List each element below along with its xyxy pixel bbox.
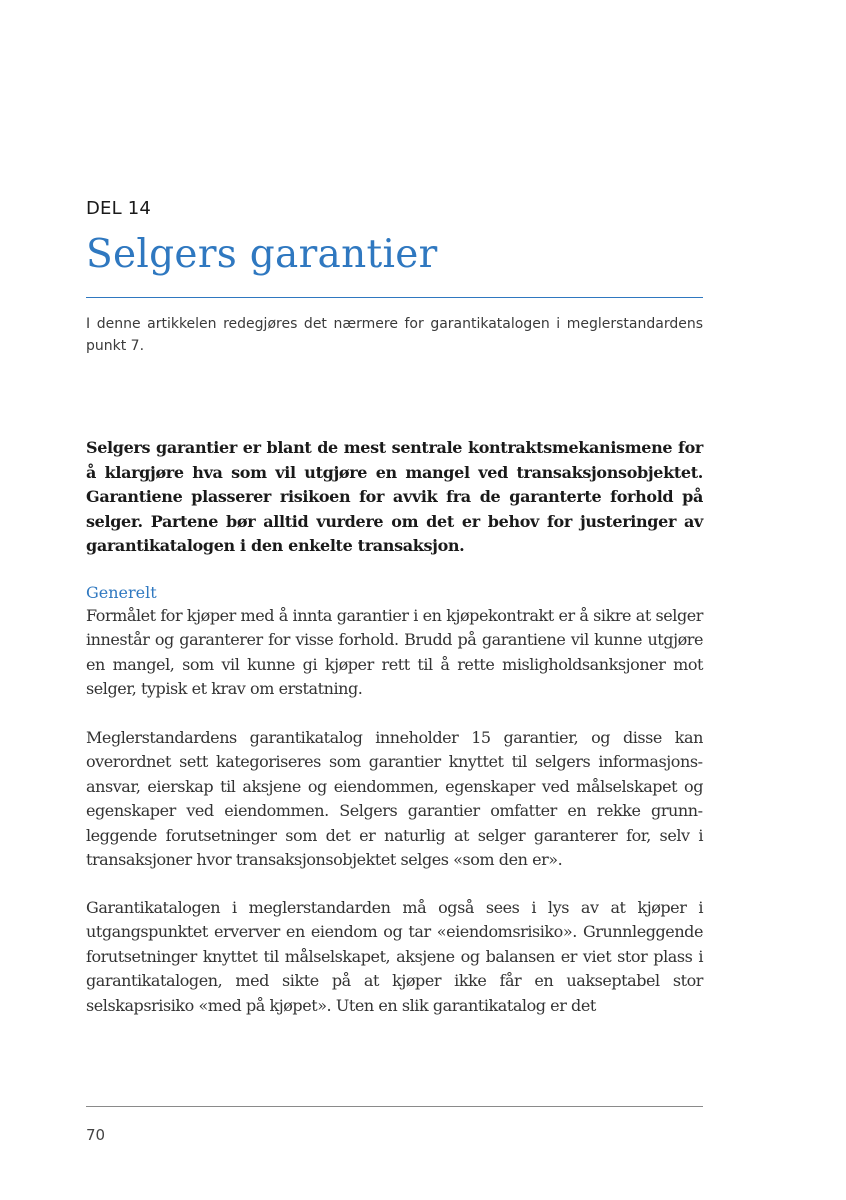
title-divider [86, 297, 703, 298]
part-label: DEL 14 [86, 198, 152, 219]
lead-paragraph: Selgers garantier er blant de mest sentrale kontraktsmekanismene for å klargjøre hva som vil utgjøre en mangel ved transaksjonsobjektet. Garantiene plasserer risikoen for avvik fra de garanterte forhold på selger. Partene bør alltid vurdere om det er behov for justeringer av garantikatalogen i den enkelte transaksjon. [86, 438, 703, 555]
footer-divider [86, 1106, 703, 1107]
body-paragraph: Meglerstandardens garantikatalog inneholder 15 garantier, og disse kan overordnet sett kategoriseres som garantier knyttet til selgers informasjonsansvar, eierskap til aksjene og eiendommen, egenskaper ved målselskapet og egenskaper ved eiendommen. Selgers garantier omfatter en rekke grunnleggende forutsetninger som det er naturlig at selger garanterer for, selv i transaksjoner hvor transaksjonsobjektet selges «som den er». [86, 728, 703, 870]
page-number: 70 [86, 1126, 106, 1144]
body-paragraph: Garantikatalogen i meglerstandarden må også sees i lys av at kjøper i utgangspunktet erverver en eiendom og tar «eiendomsrisiko». Grunnleggende forutsetninger knyttet til målselskapet, aksjene og balansen er viet stor plass i garantikatalogen, med sikte på at kjøper ikke får en uakseptabel stor selskapsrisiko «med på kjøpet». Uten en slik garantikatalog er det [86, 898, 703, 1015]
intro-text: I denne artikkelen redegjøres det nærmere for garantikatalogen i meglerstandardens punkt 7. [86, 316, 703, 354]
section-heading: Generelt [86, 583, 157, 602]
document-page [86, 0, 703, 1200]
page-title: Selgers garantier [86, 232, 438, 277]
body-paragraph: Formålet for kjøper med å innta garantier i en kjøpekontrakt er å sikre at selger innestår og garanterer for visse forhold. Brudd på garantiene vil kunne utgjøre en mangel, som vil kunne gi kjøper rett til å rette misligholdsanksjoner mot selger, typisk et krav om erstatning. [86, 606, 703, 699]
